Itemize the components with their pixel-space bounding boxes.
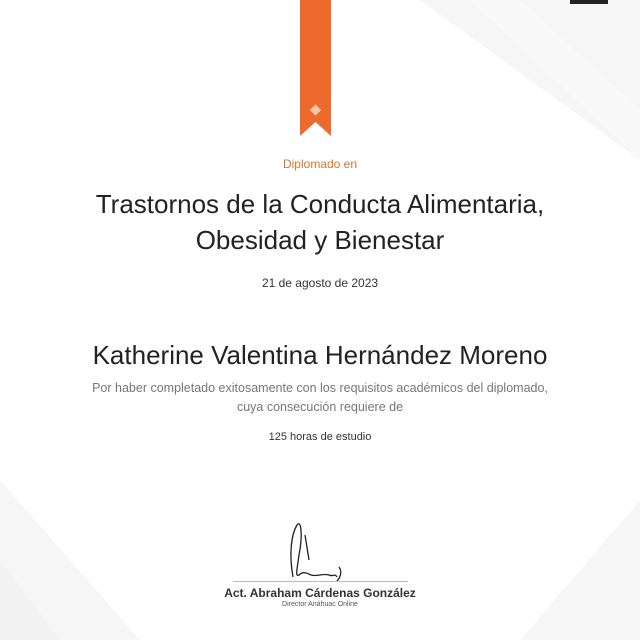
qr-code — [570, 0, 608, 4]
description-line1: Por haber completado exitosamente con los requisitos académicos del diplomado, — [92, 381, 548, 395]
recipient-name: Katherine Valentina Hernández Moreno — [92, 340, 548, 370]
signature — [285, 515, 345, 583]
program-title-line1: Trastornos de la Conducta Alimentaria, — [95, 189, 545, 219]
ribbon — [300, 0, 331, 136]
issue-date: 21 de agosto de 2023 — [261, 276, 379, 290]
program-title — [0, 186, 640, 258]
signatory-name: Act. Abraham Cárdenas González — [224, 586, 416, 600]
program-title-line2: Obesidad y Bienestar — [195, 225, 445, 255]
diploma-kicker: Diplomado en — [282, 157, 358, 171]
description-line2: cuya consecución requiere de — [236, 400, 404, 414]
study-hours: 125 horas de estudio — [268, 431, 372, 443]
description — [0, 379, 640, 417]
signature-line — [233, 581, 408, 582]
signatory-role: Director Anáhuac Online — [282, 601, 358, 608]
